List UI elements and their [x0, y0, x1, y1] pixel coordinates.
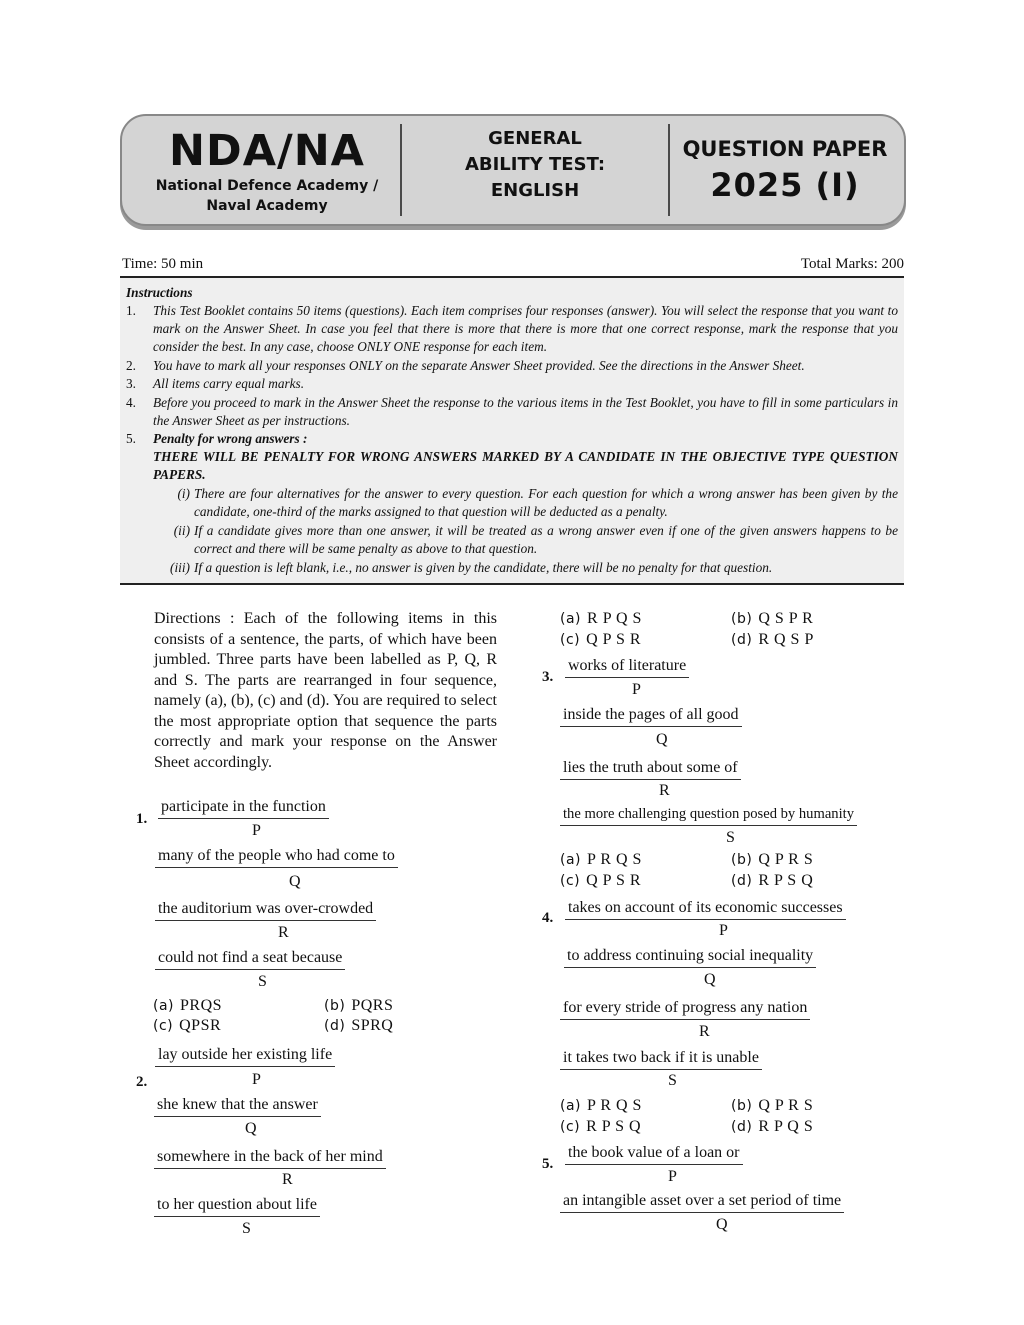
instruction-item	[126, 375, 898, 393]
option-value: R Q S P	[758, 631, 814, 648]
part-text: inside the pages of all good	[560, 706, 742, 727]
part-text: the auditorium was over-crowded	[155, 900, 376, 921]
option-label: (d)	[731, 1119, 753, 1135]
subject-block	[404, 126, 666, 204]
jumbled-part	[565, 899, 846, 920]
penalty-sub-item	[160, 559, 898, 577]
question-number: 1.	[136, 811, 148, 827]
part-letter: R	[282, 1171, 293, 1188]
part-letter: P	[632, 681, 641, 698]
sub-item-number: (iii)	[170, 560, 190, 575]
brand-subtitle-1: National Defence Academy /	[155, 178, 379, 194]
instruction-text: You have to mark all your responses ONLY on the separate Answer Sheet provided. See the directions in the Answer Sheet.	[153, 358, 805, 373]
answer-option[interactable]	[731, 1118, 813, 1136]
penalty-sub-item	[160, 522, 898, 558]
part-letter: P	[252, 822, 261, 839]
option-value: Q P R S	[758, 1097, 814, 1114]
answer-option[interactable]	[560, 610, 642, 628]
option-label: (c)	[560, 632, 581, 648]
option-value: PQRS	[351, 997, 394, 1014]
paper-block	[670, 134, 900, 206]
jumbled-part	[560, 1049, 762, 1070]
answer-option[interactable]	[560, 1097, 642, 1115]
part-letter: R	[278, 924, 289, 941]
part-letter: R	[699, 1023, 710, 1040]
jumbled-part	[565, 657, 689, 678]
instruction-item	[126, 430, 898, 448]
subject-line-1: GENERAL	[488, 128, 582, 149]
subject-line-2: ABILITY TEST:	[464, 154, 606, 175]
answer-option[interactable]	[731, 631, 814, 649]
sub-item-text: If a question is left blank, i.e., no answer is given by the candidate, there will be no penalty for that question.	[194, 560, 773, 575]
option-label: (b)	[324, 998, 346, 1014]
jumbled-part	[560, 999, 810, 1020]
jumbled-part	[158, 798, 329, 819]
option-label: (c)	[153, 1018, 174, 1034]
header-divider	[400, 124, 402, 216]
paper-year: 2025 (I)	[710, 166, 860, 204]
answer-option[interactable]	[153, 997, 222, 1015]
part-letter: P	[668, 1168, 677, 1185]
jumbled-part	[560, 806, 857, 826]
jumbled-part	[155, 1046, 335, 1067]
option-value: QPSR	[179, 1017, 222, 1034]
option-label: (d)	[731, 873, 753, 889]
option-label: (d)	[731, 632, 753, 648]
instruction-number: 4.	[126, 395, 136, 410]
part-letter: S	[668, 1072, 677, 1089]
question-number: 2.	[136, 1074, 148, 1090]
part-text: lies the truth about some of	[560, 759, 741, 780]
part-text: many of the people who had come to	[155, 847, 398, 868]
answer-option[interactable]	[731, 610, 813, 628]
instructions-title: Instructions	[126, 285, 193, 300]
option-label: (c)	[560, 1119, 581, 1135]
option-label: (a)	[153, 998, 175, 1014]
instruction-number: 5.	[126, 431, 136, 446]
sub-item-text: There are four alternatives for the answer to every question. For each question for which a wrong answer has been given by the candidate, one-third of the marks assigned to that question will be deducted as a penalty.	[194, 486, 898, 520]
jumbled-part	[564, 947, 816, 968]
option-label: (a)	[560, 611, 582, 627]
option-label: (b)	[731, 611, 753, 627]
brand-subtitle-2: Naval Academy	[206, 198, 328, 214]
answer-option[interactable]	[153, 1017, 221, 1035]
answer-option[interactable]	[324, 997, 393, 1015]
part-letter: P	[252, 1071, 261, 1088]
option-label: (d)	[324, 1018, 346, 1034]
jumbled-part	[154, 1148, 386, 1169]
instruction-number: 3.	[126, 376, 136, 391]
answer-option[interactable]	[560, 872, 641, 890]
instruction-text: Penalty for wrong answers :	[153, 431, 308, 446]
question-number: 4.	[542, 910, 554, 926]
part-letter: Q	[704, 971, 716, 988]
penalty-heading-row	[126, 448, 898, 484]
jumbled-part	[155, 949, 345, 970]
part-text: works of literature	[565, 657, 689, 678]
instruction-text: All items carry equal marks.	[153, 376, 305, 391]
instruction-text: Before you proceed to mark in the Answer Sheet the response to the various items in the Test Booklet, you have to fill in some particulars in the Answer Sheet as per instructions.	[153, 395, 898, 429]
question-number: 5.	[542, 1156, 554, 1172]
part-letter: Q	[716, 1216, 728, 1233]
directions-paragraph: Directions : Each of the following items in this consists of a sentence, the parts, of which have been jumbled. Three parts have been labelled as P, Q, R and S. The parts are rearranged in four sequence, namely (a), (b), (c) and (d). You are required to select the most appropriate option that sequence the parts correctly and mark your response on the Answer Sheet accordingly.	[154, 610, 497, 771]
part-letter: S	[258, 973, 267, 990]
jumbled-part	[154, 1096, 321, 1117]
sub-item-text: If a candidate gives more than one answer, it will be treated as a wrong answer even if one of the given answers happens to be correct and there will be same penalty as above to that question.	[194, 523, 898, 557]
option-label: (b)	[731, 852, 753, 868]
part-text: the more challenging question posed by humanity	[560, 806, 857, 826]
option-value: PRQS	[180, 997, 223, 1014]
part-letter: Q	[245, 1120, 257, 1137]
part-text: it takes two back if it is unable	[560, 1049, 762, 1070]
jumbled-part	[155, 900, 376, 921]
subject-line-3: ENGLISH	[490, 180, 580, 201]
answer-option[interactable]	[560, 1118, 641, 1136]
option-value: R P Q S	[587, 610, 642, 627]
option-label: (a)	[560, 1098, 582, 1114]
part-letter: R	[659, 782, 670, 799]
instruction-number: 1.	[126, 303, 136, 318]
penalty-sub-item	[160, 485, 898, 521]
option-value: P R Q S	[587, 851, 642, 868]
option-value: Q P R S	[758, 851, 814, 868]
penalty-heading: THERE WILL BE PENALTY FOR WRONG ANSWERS MARKED BY A CANDIDATE IN THE OBJECTIVE TYPE QUESTION PAPERS.	[153, 449, 898, 483]
jumbled-part	[560, 706, 742, 727]
answer-option[interactable]	[560, 851, 642, 869]
option-value: Q S P R	[758, 610, 814, 627]
part-text: she knew that the answer	[154, 1096, 321, 1117]
part-text: an intangible asset over a set period of time	[560, 1192, 844, 1213]
instructions-box	[120, 276, 904, 585]
option-value: Q P S R	[586, 631, 642, 648]
jumbled-part	[560, 1192, 844, 1213]
total-marks-label: Total Marks: 200	[800, 256, 904, 272]
part-letter: P	[719, 922, 728, 939]
time-label: Time: 50 min	[122, 256, 204, 272]
part-letter: Q	[289, 873, 301, 890]
part-text: somewhere in the back of her mind	[154, 1148, 386, 1169]
sub-item-number: (i)	[177, 486, 190, 501]
part-text: to her question about life	[154, 1196, 320, 1217]
option-value: R P S Q	[758, 872, 814, 889]
sub-item-number: (ii)	[173, 523, 190, 538]
answer-option[interactable]	[560, 631, 641, 649]
part-letter: S	[726, 829, 735, 846]
instruction-number: 2.	[126, 358, 136, 373]
jumbled-part	[560, 759, 741, 780]
part-text: for every stride of progress any nation	[560, 999, 810, 1020]
option-value: R P Q S	[758, 1118, 814, 1135]
part-text: lay outside her existing life	[155, 1046, 335, 1067]
part-letter: S	[242, 1220, 251, 1237]
option-value: SPRQ	[351, 1017, 394, 1034]
option-label: (a)	[560, 852, 582, 868]
answer-option[interactable]	[731, 872, 813, 890]
option-value: R P S Q	[586, 1118, 642, 1135]
brand-title: NDA/NA	[169, 126, 365, 176]
option-value: Q P S R	[586, 872, 642, 889]
jumbled-part	[155, 847, 398, 868]
part-text: takes on account of its economic successes	[565, 899, 846, 920]
instruction-item	[126, 302, 898, 357]
paper-label: QUESTION PAPER	[682, 137, 888, 161]
answer-option[interactable]	[731, 851, 813, 869]
header-box	[120, 114, 906, 226]
part-text: to address continuing social inequality	[564, 947, 816, 968]
part-text: the book value of a loan or	[565, 1144, 743, 1165]
option-label: (c)	[560, 873, 581, 889]
jumbled-part	[154, 1196, 320, 1217]
option-label: (b)	[731, 1098, 753, 1114]
brand-block	[136, 126, 398, 216]
answer-option[interactable]	[731, 1097, 813, 1115]
option-value: P R Q S	[587, 1097, 642, 1114]
instruction-item	[126, 357, 898, 375]
part-text: participate in the function	[158, 798, 329, 819]
part-letter: Q	[656, 731, 668, 748]
part-text: could not find a seat because	[155, 949, 345, 970]
question-number: 3.	[542, 669, 554, 685]
jumbled-part	[565, 1144, 743, 1165]
instruction-text: This Test Booklet contains 50 items (questions). Each item comprises four responses (answer). You will select the response that you want to mark on the Answer Sheet. In case you feel that there is more that there is more that one correct response, mark the response that you consider the best. In any case, choose ONLY ONE response for each item.	[153, 303, 898, 355]
answer-option[interactable]	[324, 1017, 393, 1035]
instruction-item	[126, 394, 898, 430]
